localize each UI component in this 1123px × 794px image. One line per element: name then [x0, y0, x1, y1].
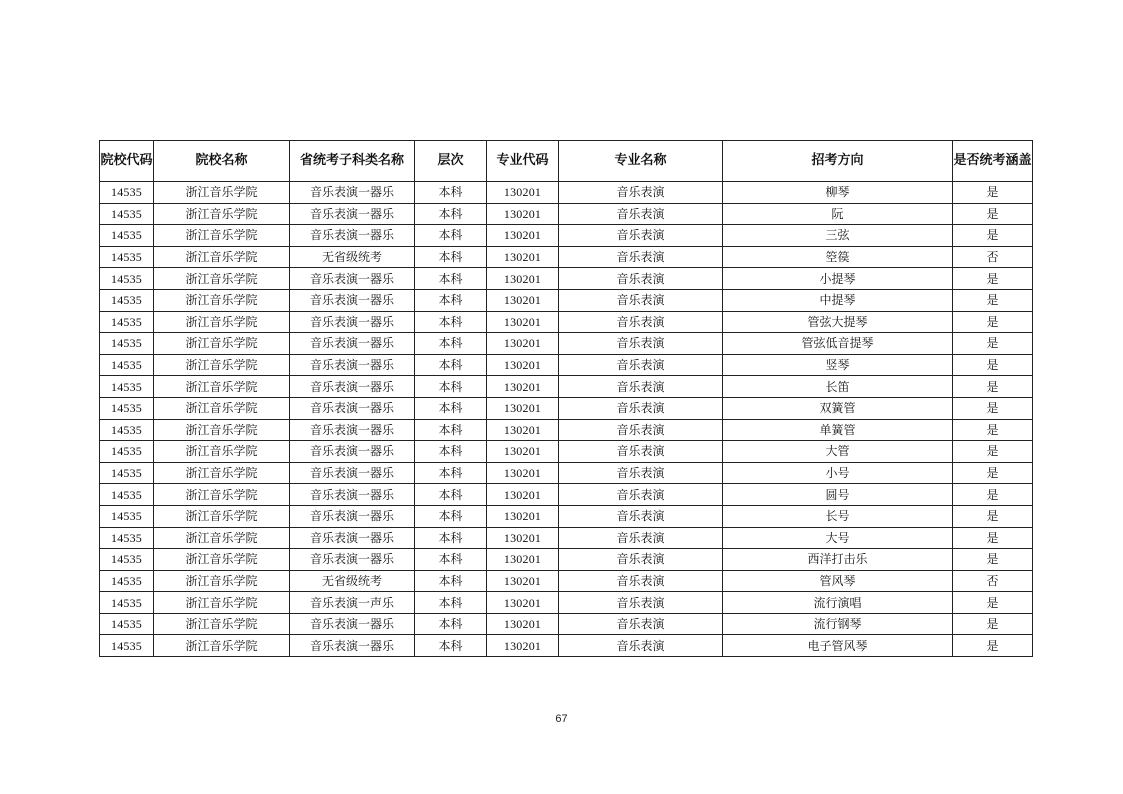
table-row [100, 397, 1033, 419]
table-row [100, 419, 1033, 441]
cell-school-code: 14535 [100, 268, 154, 290]
page-number: 67 [555, 713, 568, 725]
cell-level: 本科 [415, 462, 487, 484]
cell-major-name: 音乐表演 [559, 203, 723, 225]
header-school-name: 院校名称 [154, 141, 290, 182]
cell-school-code: 14535 [100, 311, 154, 333]
cell-exam-covered: 是 [953, 505, 1033, 527]
cell-direction: 箜篌 [723, 246, 953, 268]
cell-exam-covered: 是 [953, 333, 1033, 355]
cell-exam-covered: 是 [953, 441, 1033, 463]
cell-exam-subcategory: 音乐表演一器乐 [290, 225, 415, 247]
table-row [100, 527, 1033, 549]
cell-major-code: 130201 [487, 570, 559, 592]
cell-direction: 流行演唱 [723, 592, 953, 614]
cell-exam-covered: 是 [953, 311, 1033, 333]
cell-school-name: 浙江音乐学院 [154, 570, 290, 592]
cell-school-code: 14535 [100, 246, 154, 268]
cell-major-name: 音乐表演 [559, 268, 723, 290]
cell-major-code: 130201 [487, 484, 559, 506]
cell-major-code: 130201 [487, 376, 559, 398]
cell-major-code: 130201 [487, 203, 559, 225]
cell-school-name: 浙江音乐学院 [154, 527, 290, 549]
cell-direction: 管风琴 [723, 570, 953, 592]
cell-major-name: 音乐表演 [559, 289, 723, 311]
cell-major-code: 130201 [487, 268, 559, 290]
header-major-name: 专业名称 [559, 141, 723, 182]
cell-direction: 中提琴 [723, 289, 953, 311]
header-exam-subcategory: 省统考子科类名称 [290, 141, 415, 182]
cell-school-code: 14535 [100, 613, 154, 635]
table-row [100, 570, 1033, 592]
cell-exam-subcategory: 音乐表演一器乐 [290, 182, 415, 204]
cell-major-code: 130201 [487, 635, 559, 657]
cell-major-code: 130201 [487, 527, 559, 549]
cell-school-code: 14535 [100, 462, 154, 484]
cell-major-name: 音乐表演 [559, 182, 723, 204]
cell-direction: 小号 [723, 462, 953, 484]
table-row [100, 505, 1033, 527]
cell-exam-covered: 是 [953, 592, 1033, 614]
cell-direction: 单簧管 [723, 419, 953, 441]
cell-school-name: 浙江音乐学院 [154, 592, 290, 614]
cell-exam-subcategory: 音乐表演一器乐 [290, 289, 415, 311]
cell-direction: 小提琴 [723, 268, 953, 290]
header-direction: 招考方向 [723, 141, 953, 182]
cell-level: 本科 [415, 527, 487, 549]
table-row [100, 354, 1033, 376]
cell-major-code: 130201 [487, 354, 559, 376]
cell-level: 本科 [415, 613, 487, 635]
cell-exam-covered: 是 [953, 635, 1033, 657]
cell-level: 本科 [415, 505, 487, 527]
cell-school-name: 浙江音乐学院 [154, 376, 290, 398]
cell-exam-covered: 否 [953, 246, 1033, 268]
table-row [100, 484, 1033, 506]
cell-exam-covered: 是 [953, 397, 1033, 419]
cell-direction: 圆号 [723, 484, 953, 506]
cell-school-code: 14535 [100, 527, 154, 549]
cell-school-name: 浙江音乐学院 [154, 246, 290, 268]
cell-school-name: 浙江音乐学院 [154, 441, 290, 463]
cell-exam-subcategory: 音乐表演一器乐 [290, 613, 415, 635]
cell-level: 本科 [415, 246, 487, 268]
cell-exam-subcategory: 音乐表演一器乐 [290, 203, 415, 225]
cell-exam-subcategory: 音乐表演一器乐 [290, 441, 415, 463]
cell-level: 本科 [415, 311, 487, 333]
cell-school-name: 浙江音乐学院 [154, 289, 290, 311]
cell-school-code: 14535 [100, 570, 154, 592]
header-school-code: 院校代码 [100, 141, 154, 182]
table-row [100, 246, 1033, 268]
header-exam-covered: 是否统考涵盖 [953, 141, 1033, 182]
cell-exam-covered: 是 [953, 225, 1033, 247]
cell-exam-subcategory: 无省级统考 [290, 570, 415, 592]
cell-exam-subcategory: 音乐表演一器乐 [290, 376, 415, 398]
table-row [100, 225, 1033, 247]
cell-exam-subcategory: 音乐表演一器乐 [290, 635, 415, 657]
cell-school-code: 14535 [100, 419, 154, 441]
table-row [100, 592, 1033, 614]
cell-school-name: 浙江音乐学院 [154, 419, 290, 441]
cell-exam-subcategory: 音乐表演一器乐 [290, 505, 415, 527]
cell-major-name: 音乐表演 [559, 462, 723, 484]
cell-direction: 管弦低音提琴 [723, 333, 953, 355]
cell-major-name: 音乐表演 [559, 311, 723, 333]
table-row [100, 441, 1033, 463]
header-major-code: 专业代码 [487, 141, 559, 182]
cell-level: 本科 [415, 354, 487, 376]
cell-major-code: 130201 [487, 592, 559, 614]
cell-exam-subcategory: 音乐表演一器乐 [290, 311, 415, 333]
cell-exam-covered: 是 [953, 549, 1033, 571]
cell-level: 本科 [415, 268, 487, 290]
cell-school-code: 14535 [100, 592, 154, 614]
cell-direction: 阮 [723, 203, 953, 225]
cell-exam-subcategory: 音乐表演一声乐 [290, 592, 415, 614]
cell-exam-subcategory: 音乐表演一器乐 [290, 462, 415, 484]
cell-exam-subcategory: 音乐表演一器乐 [290, 549, 415, 571]
cell-major-code: 130201 [487, 311, 559, 333]
cell-direction: 柳琴 [723, 182, 953, 204]
cell-major-code: 130201 [487, 441, 559, 463]
cell-exam-subcategory: 音乐表演一器乐 [290, 419, 415, 441]
header-level: 层次 [415, 141, 487, 182]
cell-direction: 电子管风琴 [723, 635, 953, 657]
cell-major-code: 130201 [487, 182, 559, 204]
cell-school-code: 14535 [100, 333, 154, 355]
cell-exam-subcategory: 音乐表演一器乐 [290, 397, 415, 419]
cell-school-name: 浙江音乐学院 [154, 225, 290, 247]
cell-direction: 长笛 [723, 376, 953, 398]
cell-school-code: 14535 [100, 549, 154, 571]
cell-major-name: 音乐表演 [559, 484, 723, 506]
table-row [100, 268, 1033, 290]
cell-level: 本科 [415, 635, 487, 657]
cell-school-code: 14535 [100, 376, 154, 398]
cell-exam-covered: 是 [953, 182, 1033, 204]
cell-major-name: 音乐表演 [559, 246, 723, 268]
cell-school-name: 浙江音乐学院 [154, 462, 290, 484]
cell-major-code: 130201 [487, 419, 559, 441]
cell-direction: 管弦大提琴 [723, 311, 953, 333]
cell-major-name: 音乐表演 [559, 376, 723, 398]
cell-school-code: 14535 [100, 289, 154, 311]
cell-school-code: 14535 [100, 225, 154, 247]
cell-major-code: 130201 [487, 549, 559, 571]
cell-major-code: 130201 [487, 613, 559, 635]
cell-major-code: 130201 [487, 289, 559, 311]
cell-school-code: 14535 [100, 397, 154, 419]
cell-school-name: 浙江音乐学院 [154, 182, 290, 204]
cell-exam-covered: 是 [953, 203, 1033, 225]
cell-level: 本科 [415, 419, 487, 441]
cell-direction: 大号 [723, 527, 953, 549]
cell-major-name: 音乐表演 [559, 613, 723, 635]
cell-major-code: 130201 [487, 397, 559, 419]
cell-level: 本科 [415, 333, 487, 355]
cell-major-name: 音乐表演 [559, 419, 723, 441]
cell-exam-covered: 是 [953, 419, 1033, 441]
cell-school-name: 浙江音乐学院 [154, 397, 290, 419]
cell-school-name: 浙江音乐学院 [154, 635, 290, 657]
cell-level: 本科 [415, 592, 487, 614]
cell-major-name: 音乐表演 [559, 505, 723, 527]
cell-direction: 西洋打击乐 [723, 549, 953, 571]
cell-school-name: 浙江音乐学院 [154, 613, 290, 635]
table-row [100, 549, 1033, 571]
table-body [100, 182, 1033, 657]
cell-major-name: 音乐表演 [559, 333, 723, 355]
cell-direction: 三弦 [723, 225, 953, 247]
cell-school-code: 14535 [100, 484, 154, 506]
cell-exam-subcategory: 无省级统考 [290, 246, 415, 268]
table-row [100, 203, 1033, 225]
cell-exam-covered: 是 [953, 613, 1033, 635]
cell-exam-covered: 是 [953, 354, 1033, 376]
cell-school-code: 14535 [100, 635, 154, 657]
cell-school-name: 浙江音乐学院 [154, 203, 290, 225]
cell-major-name: 音乐表演 [559, 549, 723, 571]
cell-level: 本科 [415, 570, 487, 592]
header-row [100, 141, 1033, 182]
cell-exam-covered: 否 [953, 570, 1033, 592]
admissions-table [99, 140, 1033, 657]
cell-major-code: 130201 [487, 462, 559, 484]
cell-major-name: 音乐表演 [559, 397, 723, 419]
cell-level: 本科 [415, 549, 487, 571]
cell-major-name: 音乐表演 [559, 354, 723, 376]
table-row [100, 635, 1033, 657]
cell-exam-covered: 是 [953, 268, 1033, 290]
cell-school-name: 浙江音乐学院 [154, 311, 290, 333]
cell-major-name: 音乐表演 [559, 635, 723, 657]
cell-direction: 流行钢琴 [723, 613, 953, 635]
cell-exam-covered: 是 [953, 289, 1033, 311]
cell-exam-subcategory: 音乐表演一器乐 [290, 333, 415, 355]
cell-level: 本科 [415, 289, 487, 311]
cell-major-name: 音乐表演 [559, 441, 723, 463]
cell-exam-subcategory: 音乐表演一器乐 [290, 484, 415, 506]
cell-exam-covered: 是 [953, 376, 1033, 398]
cell-major-code: 130201 [487, 333, 559, 355]
cell-major-code: 130201 [487, 225, 559, 247]
table-row [100, 311, 1033, 333]
table-row [100, 289, 1033, 311]
cell-school-code: 14535 [100, 441, 154, 463]
cell-level: 本科 [415, 203, 487, 225]
cell-school-name: 浙江音乐学院 [154, 268, 290, 290]
cell-school-name: 浙江音乐学院 [154, 505, 290, 527]
cell-school-name: 浙江音乐学院 [154, 354, 290, 376]
cell-school-code: 14535 [100, 182, 154, 204]
cell-direction: 大管 [723, 441, 953, 463]
table-row [100, 376, 1033, 398]
cell-level: 本科 [415, 376, 487, 398]
cell-exam-covered: 是 [953, 527, 1033, 549]
cell-level: 本科 [415, 182, 487, 204]
cell-direction: 长号 [723, 505, 953, 527]
cell-exam-subcategory: 音乐表演一器乐 [290, 354, 415, 376]
cell-major-name: 音乐表演 [559, 527, 723, 549]
cell-major-name: 音乐表演 [559, 225, 723, 247]
cell-direction: 双簧管 [723, 397, 953, 419]
cell-school-name: 浙江音乐学院 [154, 484, 290, 506]
cell-major-name: 音乐表演 [559, 570, 723, 592]
cell-level: 本科 [415, 441, 487, 463]
cell-level: 本科 [415, 397, 487, 419]
cell-major-code: 130201 [487, 505, 559, 527]
cell-school-name: 浙江音乐学院 [154, 333, 290, 355]
cell-exam-subcategory: 音乐表演一器乐 [290, 268, 415, 290]
cell-level: 本科 [415, 225, 487, 247]
table-row [100, 462, 1033, 484]
cell-major-code: 130201 [487, 246, 559, 268]
cell-exam-covered: 是 [953, 462, 1033, 484]
table-row [100, 182, 1033, 204]
cell-major-name: 音乐表演 [559, 592, 723, 614]
table-row [100, 333, 1033, 355]
cell-direction: 竖琴 [723, 354, 953, 376]
cell-exam-covered: 是 [953, 484, 1033, 506]
cell-school-name: 浙江音乐学院 [154, 549, 290, 571]
table-row [100, 613, 1033, 635]
cell-school-code: 14535 [100, 203, 154, 225]
cell-school-code: 14535 [100, 505, 154, 527]
cell-school-code: 14535 [100, 354, 154, 376]
cell-exam-subcategory: 音乐表演一器乐 [290, 527, 415, 549]
cell-level: 本科 [415, 484, 487, 506]
